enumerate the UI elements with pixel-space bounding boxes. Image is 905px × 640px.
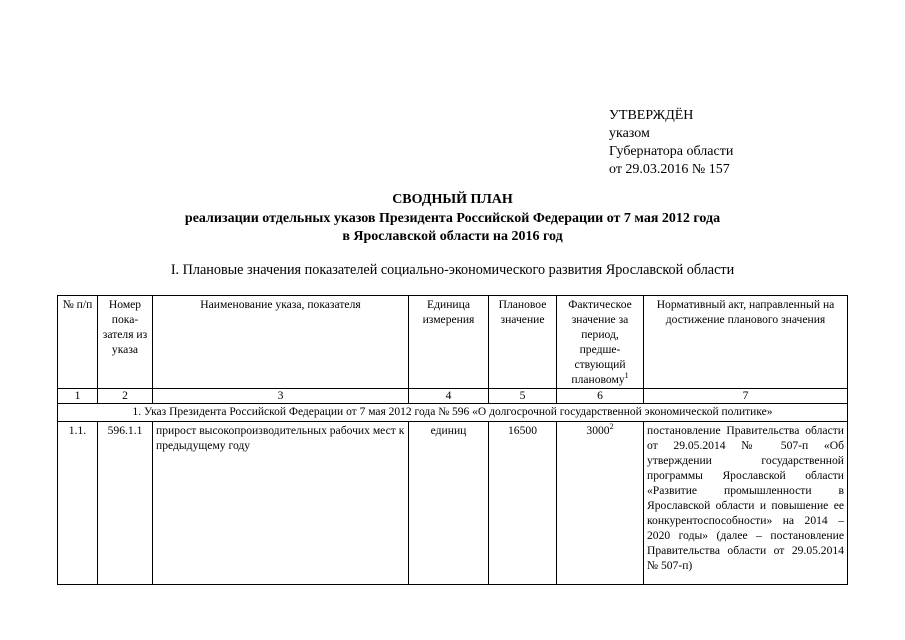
header-cell-regulatory-act: Нормативный акт, направленный на достижение планового значения <box>644 296 848 389</box>
row-planned-value: 16500 <box>489 422 557 585</box>
column-number: 7 <box>644 389 848 404</box>
header-cell-planned-value: Плановое значение <box>489 296 557 389</box>
decree-title: 1. Указ Президента Российской Федерации от 7 мая 2012 года № 596 «О долгосрочной государственной экономической политике» <box>58 404 848 422</box>
row-unit: единиц <box>409 422 489 585</box>
document-title-region: в Ярославской области на 2016 год <box>342 229 563 244</box>
column-number: 1 <box>58 389 98 404</box>
document-title <box>0 191 905 247</box>
document-title-subtitle: реализации отдельных указов Президента Российской Федерации от 7 мая 2012 года <box>184 210 721 226</box>
section-heading: I. Плановые значения показателей социально-экономического развития Ярославской области <box>170 262 735 278</box>
header-cell-actual-value-text: Фактическое значение за период, предшествующий плановому <box>568 298 632 386</box>
row-regulatory-act: постановление Правительства области от 29.05.2014 № 507-п «Об утверждении государственной программы Ярославской области «Развитие промышленности в Ярославской области и повышение ее конкурентоспособности» на 2014 – 2020 годы» (далее – постановление Правительства области от 29.05.2014 № 507-п) <box>644 422 848 585</box>
indicators-table <box>57 295 848 585</box>
footnote-marker: 1 <box>624 371 629 381</box>
footnote-marker: 2 <box>609 422 614 432</box>
approval-authority: Губернатора области <box>609 144 734 159</box>
row-indicator-name: прирост высокопроизводительных рабочих мест к предыдущему году <box>153 422 409 585</box>
header-cell-unit: Единица измерения <box>409 296 489 389</box>
row-actual-value-text: 3000 <box>586 424 610 437</box>
header-cell-indicator-code: Номер показателя из указа <box>98 296 153 389</box>
approval-status: УТВЕРЖДЁН <box>609 108 694 123</box>
table-row <box>58 422 848 585</box>
header-cell-actual-value <box>557 296 644 389</box>
document-title-main: СВОДНЫЙ ПЛАН <box>392 192 513 207</box>
column-number: 5 <box>489 389 557 404</box>
approval-stamp <box>609 107 733 179</box>
column-number: 4 <box>409 389 489 404</box>
table-header-row <box>58 296 848 389</box>
column-number: 2 <box>98 389 153 404</box>
row-actual-value <box>557 422 644 585</box>
header-cell-indicator-name: Наименование указа, показателя <box>153 296 409 389</box>
header-cell-number: № п/п <box>58 296 98 389</box>
column-number-row <box>58 389 848 404</box>
row-number: 1.1. <box>58 422 98 585</box>
column-number: 3 <box>153 389 409 404</box>
column-number: 6 <box>557 389 644 404</box>
row-indicator-code: 596.1.1 <box>98 422 153 585</box>
approval-by-decree: указом <box>609 126 650 141</box>
approval-date-number: от 29.03.2016 № 157 <box>609 162 730 177</box>
decree-row <box>58 404 848 422</box>
